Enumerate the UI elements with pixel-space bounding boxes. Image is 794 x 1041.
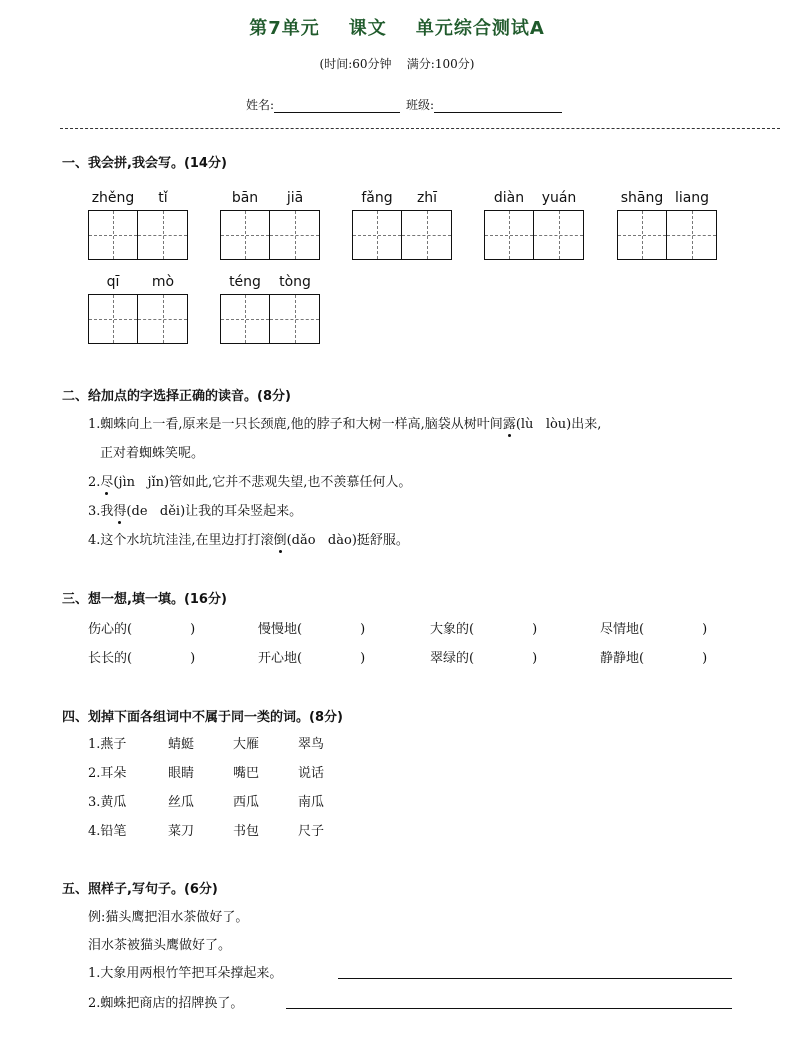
section-1-title: 一、我会拼,我会写。(14分) xyxy=(62,156,227,171)
pinyin-group xyxy=(617,188,717,260)
pinyin-group xyxy=(352,188,452,260)
question-2-2 xyxy=(88,471,411,490)
word-group-row xyxy=(88,733,363,752)
pinyin-cell xyxy=(617,188,667,260)
pinyin-cell xyxy=(270,188,320,260)
fill-in-prompt: 伤心的( xyxy=(88,622,133,637)
close-paren: ) xyxy=(190,651,196,666)
writing-box[interactable] xyxy=(270,210,320,260)
pinyin-cell xyxy=(270,272,320,344)
pinyin-group xyxy=(88,188,188,260)
section-4-title: 四、划掉下面各组词中不属于同一类的词。(8分) xyxy=(62,710,343,725)
fill-in-item[interactable] xyxy=(88,647,195,666)
student-info xyxy=(246,96,562,113)
fill-in-prompt: 长长的( xyxy=(88,651,133,666)
fill-in-prompt: 大象的( xyxy=(430,622,475,637)
fill-in-item[interactable] xyxy=(600,618,707,637)
answer-line-5-2[interactable] xyxy=(286,1008,732,1009)
word-item[interactable]: 西瓜 xyxy=(233,795,260,810)
test-info: (时间:60分钟 满分:100分) xyxy=(319,57,475,71)
pinyin-cell xyxy=(220,272,270,344)
section-2-title: 二、给加点的字选择正确的读音。(8分) xyxy=(62,389,291,404)
dotted-char: 得 xyxy=(113,504,127,519)
word-item[interactable]: 3.黄瓜 xyxy=(88,795,127,810)
word-item[interactable]: 南瓜 xyxy=(298,795,325,810)
pinyin-label: tǐ xyxy=(158,190,168,206)
writing-box[interactable] xyxy=(352,210,402,260)
close-paren: ) xyxy=(702,622,708,637)
writing-box[interactable] xyxy=(534,210,584,260)
word-group-row xyxy=(88,791,363,810)
word-item[interactable]: 眼睛 xyxy=(168,766,195,781)
close-paren: ) xyxy=(532,651,538,666)
fill-in-item[interactable] xyxy=(600,647,707,666)
pinyin-label: shāng xyxy=(620,190,664,206)
word-item[interactable]: 丝瓜 xyxy=(168,795,195,810)
pinyin-cell xyxy=(138,188,188,260)
word-item[interactable]: 4.铅笔 xyxy=(88,824,127,839)
pinyin-group xyxy=(220,272,320,344)
q2-2-options[interactable]: (jìn jǐn)管如此,它并不悲观失望,也不羡慕任何人。 xyxy=(113,475,412,490)
pinyin-label: zhī xyxy=(416,190,438,206)
class-label: 班级: xyxy=(406,98,435,112)
word-item[interactable]: 大雁 xyxy=(233,737,260,752)
writing-box[interactable] xyxy=(617,210,667,260)
pinyin-label: jiā xyxy=(286,190,304,206)
pinyin-label: tòng xyxy=(279,274,311,290)
class-field[interactable] xyxy=(434,98,562,113)
divider xyxy=(60,128,780,129)
word-item[interactable]: 1.燕子 xyxy=(88,737,127,752)
q2-3-text: 3.我 xyxy=(88,504,114,519)
q2-4-options[interactable]: (dǎo dào)挺舒服。 xyxy=(286,533,409,548)
fill-in-prompt: 翠绿的( xyxy=(430,651,475,666)
pinyin-cell xyxy=(220,188,270,260)
question-2-1 xyxy=(88,413,601,432)
fill-in-item[interactable] xyxy=(258,647,365,666)
writing-box[interactable] xyxy=(402,210,452,260)
question-5-2: 2.蜘蛛把商店的招牌换了。 xyxy=(88,996,244,1011)
pinyin-label: mò xyxy=(151,274,175,290)
pinyin-group xyxy=(484,188,584,260)
pinyin-group xyxy=(88,272,188,344)
word-item[interactable]: 蜻蜓 xyxy=(168,737,195,752)
dotted-char: 露 xyxy=(502,417,516,432)
writing-box[interactable] xyxy=(220,294,270,344)
example-sentence-1: 例:猫头鹰把泪水茶做好了。 xyxy=(88,910,249,925)
page-title: 第7单元 课文 单元综合测试A xyxy=(249,18,545,39)
pinyin-cell xyxy=(88,272,138,344)
close-paren: ) xyxy=(532,622,538,637)
fill-in-item[interactable] xyxy=(430,618,537,637)
pinyin-cell xyxy=(534,188,584,260)
q2-3-options[interactable]: (de děi)让我的耳朵竖起来。 xyxy=(126,504,303,519)
dotted-char: 尽 xyxy=(100,475,114,490)
word-item[interactable]: 尺子 xyxy=(298,824,325,839)
word-item[interactable]: 嘴巴 xyxy=(233,766,260,781)
fill-in-item[interactable] xyxy=(430,647,537,666)
pinyin-label: fǎng xyxy=(361,190,393,206)
writing-box[interactable] xyxy=(484,210,534,260)
answer-line-5-1[interactable] xyxy=(338,978,732,979)
close-paren: ) xyxy=(702,651,708,666)
pinyin-cell xyxy=(352,188,402,260)
fill-in-prompt: 尽情地( xyxy=(600,622,645,637)
word-item[interactable]: 说话 xyxy=(298,766,325,781)
pinyin-label: téng xyxy=(229,274,261,290)
word-item[interactable]: 菜刀 xyxy=(168,824,195,839)
close-paren: ) xyxy=(360,651,366,666)
q2-1-text: 1.蜘蛛向上一看,原来是一只长颈鹿,他的脖子和大树一样高,脑袋从树叶间 xyxy=(88,417,503,432)
pinyin-label: liang xyxy=(674,190,710,206)
name-field[interactable] xyxy=(274,98,400,113)
pinyin-group xyxy=(220,188,320,260)
writing-box[interactable] xyxy=(88,294,138,344)
word-item[interactable]: 翠鸟 xyxy=(298,737,325,752)
pinyin-cell xyxy=(88,188,138,260)
writing-box[interactable] xyxy=(220,210,270,260)
pinyin-cell xyxy=(138,272,188,344)
word-group-row xyxy=(88,820,363,839)
word-item[interactable]: 书包 xyxy=(233,824,260,839)
name-label: 姓名: xyxy=(246,98,275,112)
pinyin-label: qī xyxy=(106,274,120,290)
writing-box[interactable] xyxy=(138,294,188,344)
close-paren: ) xyxy=(190,622,196,637)
fill-in-prompt: 静静地( xyxy=(600,651,645,666)
writing-box[interactable] xyxy=(270,294,320,344)
word-item[interactable]: 2.耳朵 xyxy=(88,766,127,781)
pinyin-cell xyxy=(667,188,717,260)
pinyin-label: zhěng xyxy=(91,190,135,206)
writing-box[interactable] xyxy=(88,210,138,260)
question-2-4 xyxy=(88,529,409,548)
q2-4-text: 4.这个水坑坑洼洼,在里边打打滚 xyxy=(88,533,274,548)
q2-1-options[interactable]: (lù lòu)出来, xyxy=(515,417,602,432)
question-2-1-cont: 正对着蜘蛛笑呢。 xyxy=(100,446,205,461)
pinyin-label: yuán xyxy=(541,190,577,206)
word-group-row xyxy=(88,762,363,781)
example-sentence-2: 泪水茶被猫头鹰做好了。 xyxy=(88,938,232,953)
pinyin-cell xyxy=(402,188,452,260)
fill-in-item[interactable] xyxy=(88,618,195,637)
fill-in-item[interactable] xyxy=(258,618,365,637)
question-5-1: 1.大象用两根竹竿把耳朵撑起来。 xyxy=(88,966,283,981)
fill-in-prompt: 慢慢地( xyxy=(258,622,303,637)
fill-in-prompt: 开心地( xyxy=(258,651,303,666)
q2-2-number: 2. xyxy=(88,475,101,490)
writing-box[interactable] xyxy=(138,210,188,260)
dotted-char: 倒 xyxy=(273,533,287,548)
writing-box[interactable] xyxy=(667,210,717,260)
question-2-3 xyxy=(88,500,302,519)
pinyin-cell xyxy=(484,188,534,260)
section-5-title: 五、照样子,写句子。(6分) xyxy=(62,882,218,897)
close-paren: ) xyxy=(360,622,366,637)
pinyin-label: bān xyxy=(231,190,259,206)
pinyin-label: diàn xyxy=(493,190,525,206)
section-3-title: 三、想一想,填一填。(16分) xyxy=(62,592,227,607)
